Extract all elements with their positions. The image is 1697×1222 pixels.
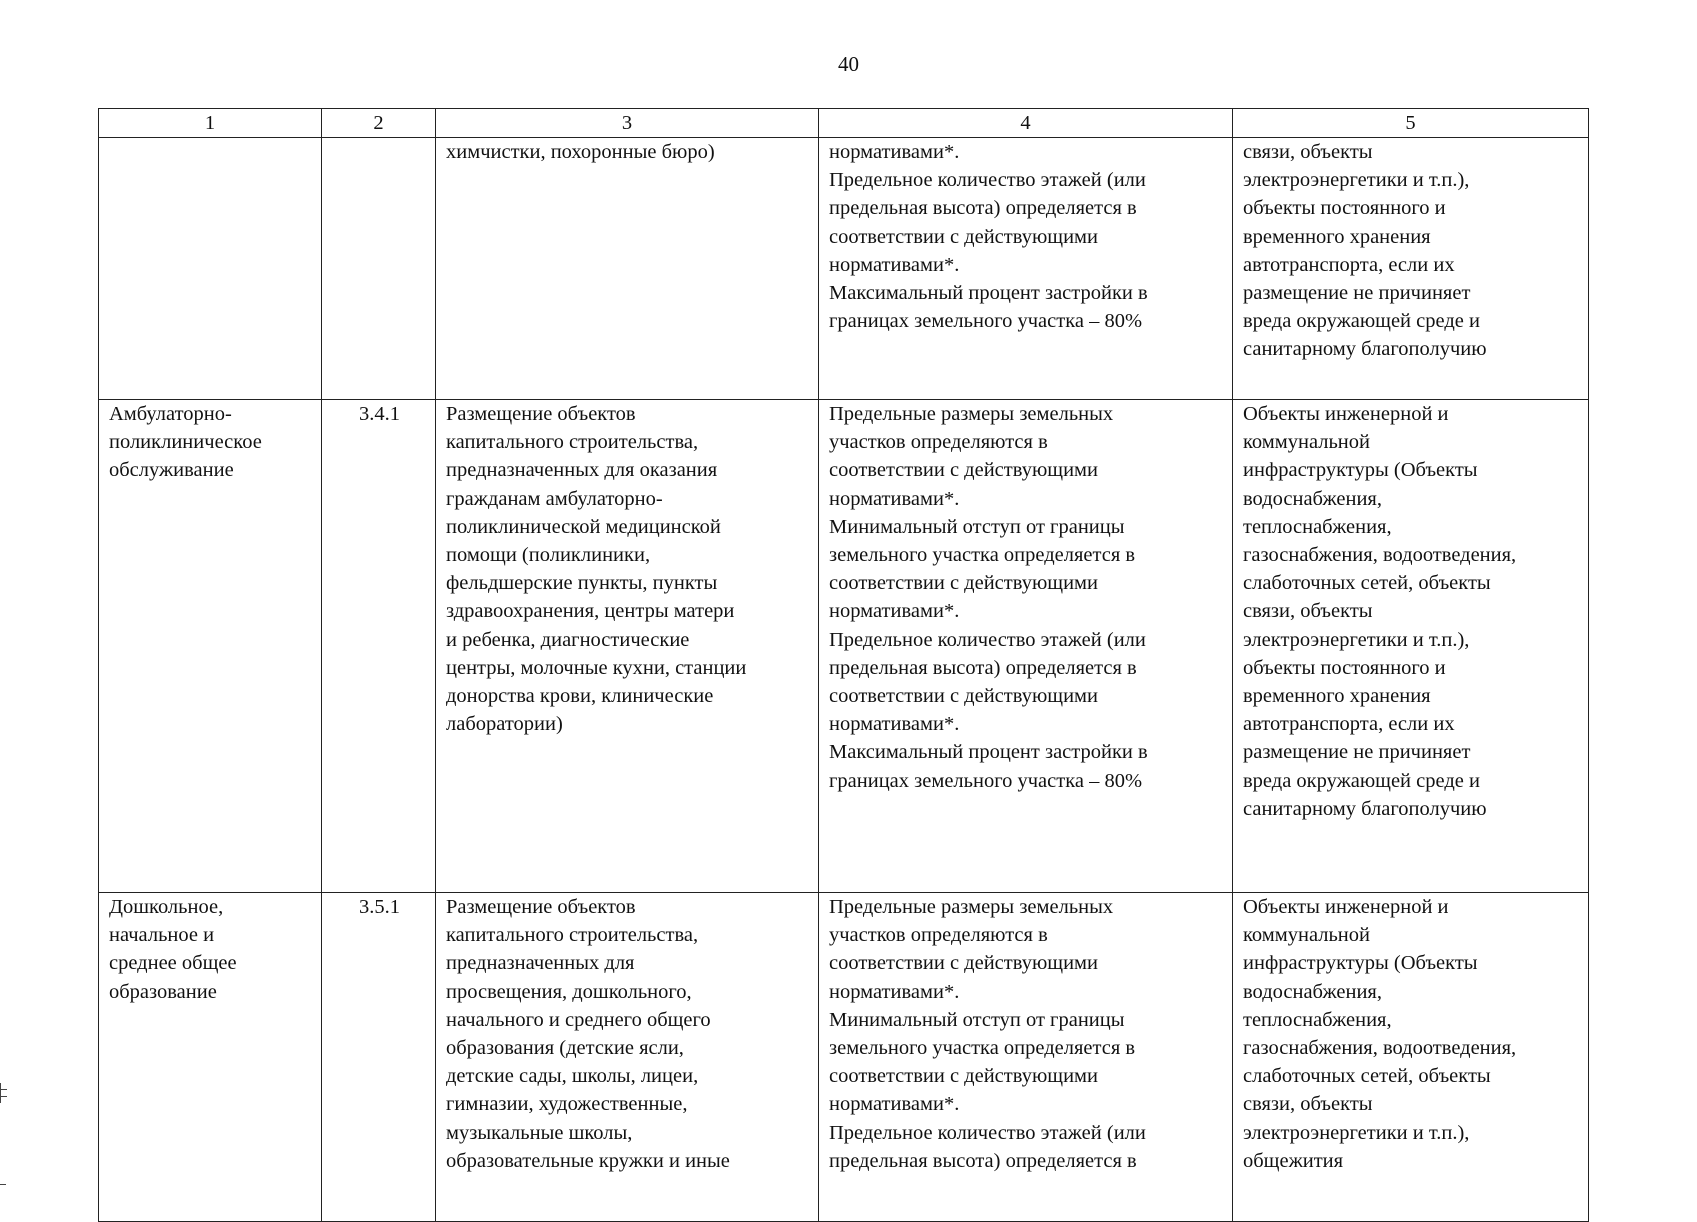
- cell-text-line: связи, объекты: [1243, 1093, 1373, 1116]
- cell-text-line: предельная высота) определяется в: [829, 1149, 1137, 1172]
- cell-text-line: Дошкольное,: [109, 896, 224, 918]
- cell-text-line: лаборатории): [446, 713, 563, 736]
- cell-text-line: соответствии с действующими: [829, 459, 1098, 482]
- cell-text-line: Предельное количество этажей (или: [829, 1121, 1146, 1144]
- cell-text-line: Минимальный отступ от границы: [829, 515, 1125, 538]
- cell-text-line: капитального строительства,: [446, 924, 699, 947]
- cell-text-line: начальное и: [109, 924, 215, 947]
- cell-text-line: гражданам амбулаторно-: [446, 487, 663, 510]
- cell-text-line: донорства крови, клинические: [446, 685, 714, 708]
- cell-text-line: временного хранения: [1243, 685, 1431, 708]
- cell-text-line: границах земельного участка – 80%: [829, 310, 1143, 333]
- cell-text-line: образование: [109, 980, 217, 1003]
- cell-text-line: вреда окружающей среде и: [1243, 769, 1480, 792]
- cell-text-line: Предельные размеры земельных: [829, 403, 1114, 425]
- column-header-1: 1: [99, 109, 322, 138]
- cell-text-line: Предельное количество этажей (или: [829, 169, 1146, 192]
- cell-text-line: соответствии с действующими: [829, 225, 1098, 248]
- cell-text-line: соответствии с действующими: [829, 952, 1098, 975]
- cell-text-line: нормативами*.: [829, 713, 960, 736]
- cell-text-line: фельдшерские пункты, пункты: [446, 572, 718, 595]
- margin-mark: [0, 1083, 7, 1103]
- description-cell: [436, 138, 819, 400]
- cell-text-line: химчистки, похоронные бюро): [446, 141, 715, 163]
- cell-text-line: земельного участка определяется в: [829, 1037, 1136, 1060]
- cell-text-line: слаботочных сетей, объекты: [1243, 572, 1491, 595]
- cell-text-line: автотранспорта, если их: [1243, 253, 1455, 276]
- cell-text-line: поликлинической медицинской: [446, 515, 721, 538]
- cell-text-line: 3.5.1: [359, 896, 400, 918]
- cell-text-line: нормативами*.: [829, 487, 960, 510]
- cell-text-line: Объекты инженерной и: [1243, 896, 1449, 918]
- cell-text-line: слаботочных сетей, объекты: [1243, 1065, 1491, 1088]
- cell-text-line: соответствии с действующими: [829, 1065, 1098, 1088]
- cell-text-line: начального и среднего общего: [446, 1008, 711, 1031]
- cell-text-line: среднее общее: [109, 952, 237, 975]
- cell-text-line: санитарному благополучию: [1243, 338, 1487, 361]
- cell-text-line: предельная высота) определяется в: [829, 656, 1137, 679]
- cell-text-line: нормативами*.: [829, 1093, 960, 1116]
- cell-text-line: капитального строительства,: [446, 431, 699, 454]
- cell-text-line: Амбулаторно-: [109, 403, 232, 425]
- cell-text-line: вреда окружающей среде и: [1243, 310, 1480, 333]
- cell-text-line: Предельные размеры земельных: [829, 896, 1114, 918]
- cell-text-line: электроэнергетики и т.п.),: [1243, 1121, 1470, 1144]
- code-cell: [322, 893, 436, 1222]
- cell-text-line: размещение не причиняет: [1243, 741, 1471, 764]
- column-header-5: 5: [1233, 109, 1589, 138]
- cell-text-line: образовательные кружки и иные: [446, 1149, 730, 1172]
- cell-text-line: теплоснабжения,: [1243, 1008, 1392, 1031]
- cell-text-line: газоснабжения, водоотведения,: [1243, 1037, 1517, 1060]
- cell-text-line: размещение не причиняет: [1243, 282, 1471, 305]
- cell-text-line: участков определяются в: [829, 924, 1048, 947]
- cell-text-line: автотранспорта, если их: [1243, 713, 1455, 736]
- regulations-table: [98, 108, 1589, 1222]
- use-type-cell: [99, 138, 322, 400]
- cell-text-line: предназначенных для: [446, 952, 635, 975]
- column-header-4: 4: [819, 109, 1233, 138]
- cell-text-line: водоснабжения,: [1243, 487, 1382, 510]
- cell-text-line: нормативами*.: [829, 600, 960, 623]
- cell-text-line: земельного участка определяется в: [829, 544, 1136, 567]
- cell-text-line: просвещения, дошкольного,: [446, 980, 692, 1003]
- cell-text-line: границах земельного участка – 80%: [829, 769, 1143, 792]
- cell-text-line: образования (детские ясли,: [446, 1037, 684, 1060]
- cell-text-line: поликлиническое: [109, 431, 262, 454]
- use-type-cell: [99, 400, 322, 893]
- auxiliary-uses-cell: [1233, 138, 1589, 400]
- code-cell: [322, 400, 436, 893]
- use-type-cell: [99, 893, 322, 1222]
- page-number: 40: [838, 52, 859, 76]
- parameters-cell: [819, 138, 1233, 400]
- cell-text-line: гимназии, художественные,: [446, 1093, 688, 1116]
- cell-text-line: коммунальной: [1243, 924, 1370, 947]
- cell-text-line: Максимальный процент застройки в: [829, 282, 1148, 305]
- cell-text-line: электроэнергетики и т.п.),: [1243, 169, 1470, 192]
- cell-text-line: водоснабжения,: [1243, 980, 1382, 1003]
- cell-text-line: газоснабжения, водоотведения,: [1243, 544, 1517, 567]
- cell-text-line: связи, объекты: [1243, 141, 1373, 163]
- table-row: [99, 893, 1589, 1222]
- table-header-row: [99, 109, 1589, 138]
- cell-text-line: центры, молочные кухни, станции: [446, 656, 747, 679]
- cell-text-line: музыкальные школы,: [446, 1121, 633, 1144]
- cell-text-line: соответствии с действующими: [829, 572, 1098, 595]
- cell-text-line: Минимальный отступ от границы: [829, 1008, 1125, 1031]
- cell-text-line: теплоснабжения,: [1243, 515, 1392, 538]
- parameters-cell: [819, 893, 1233, 1222]
- cell-text-line: 3.4.1: [359, 403, 400, 425]
- auxiliary-uses-cell: [1233, 400, 1589, 893]
- cell-text-line: электроэнергетики и т.п.),: [1243, 628, 1470, 651]
- margin-mark: [0, 1184, 6, 1185]
- cell-text-line: объекты постоянного и: [1243, 656, 1446, 679]
- cell-text-line: коммунальной: [1243, 431, 1370, 454]
- cell-text-line: временного хранения: [1243, 225, 1431, 248]
- cell-text-line: санитарному благополучию: [1243, 797, 1487, 820]
- cell-text-line: здравоохранения, центры матери: [446, 600, 735, 623]
- cell-text-line: участков определяются в: [829, 431, 1048, 454]
- cell-text-line: инфраструктуры (Объекты: [1243, 459, 1478, 482]
- cell-text-line: Размещение объектов: [446, 403, 636, 425]
- cell-text-line: обслуживание: [109, 459, 234, 482]
- cell-text-line: инфраструктуры (Объекты: [1243, 952, 1478, 975]
- cell-text-line: нормативами*.: [829, 253, 960, 276]
- cell-text-line: нормативами*.: [829, 141, 960, 163]
- cell-text-line: общежития: [1243, 1149, 1344, 1172]
- cell-text-line: Предельное количество этажей (или: [829, 628, 1146, 651]
- table-row: [99, 138, 1589, 400]
- cell-text-line: предельная высота) определяется в: [829, 197, 1137, 220]
- cell-text-line: и ребенка, диагностические: [446, 628, 690, 651]
- cell-text-line: соответствии с действующими: [829, 685, 1098, 708]
- auxiliary-uses-cell: [1233, 893, 1589, 1222]
- cell-text-line: объекты постоянного и: [1243, 197, 1446, 220]
- cell-text-line: Размещение объектов: [446, 896, 636, 918]
- cell-text-line: Объекты инженерной и: [1243, 403, 1449, 425]
- cell-text-line: связи, объекты: [1243, 600, 1373, 623]
- parameters-cell: [819, 400, 1233, 893]
- cell-text-line: нормативами*.: [829, 980, 960, 1003]
- description-cell: [436, 400, 819, 893]
- column-header-2: 2: [322, 109, 436, 138]
- code-cell: [322, 138, 436, 400]
- cell-text-line: детские сады, школы, лицеи,: [446, 1065, 699, 1088]
- cell-text-line: Максимальный процент застройки в: [829, 741, 1148, 764]
- column-header-3: 3: [436, 109, 819, 138]
- description-cell: [436, 893, 819, 1222]
- table-row: [99, 400, 1589, 893]
- cell-text-line: помощи (поликлиники,: [446, 544, 651, 567]
- cell-text-line: предназначенных для оказания: [446, 459, 718, 482]
- table-body: [99, 138, 1589, 1222]
